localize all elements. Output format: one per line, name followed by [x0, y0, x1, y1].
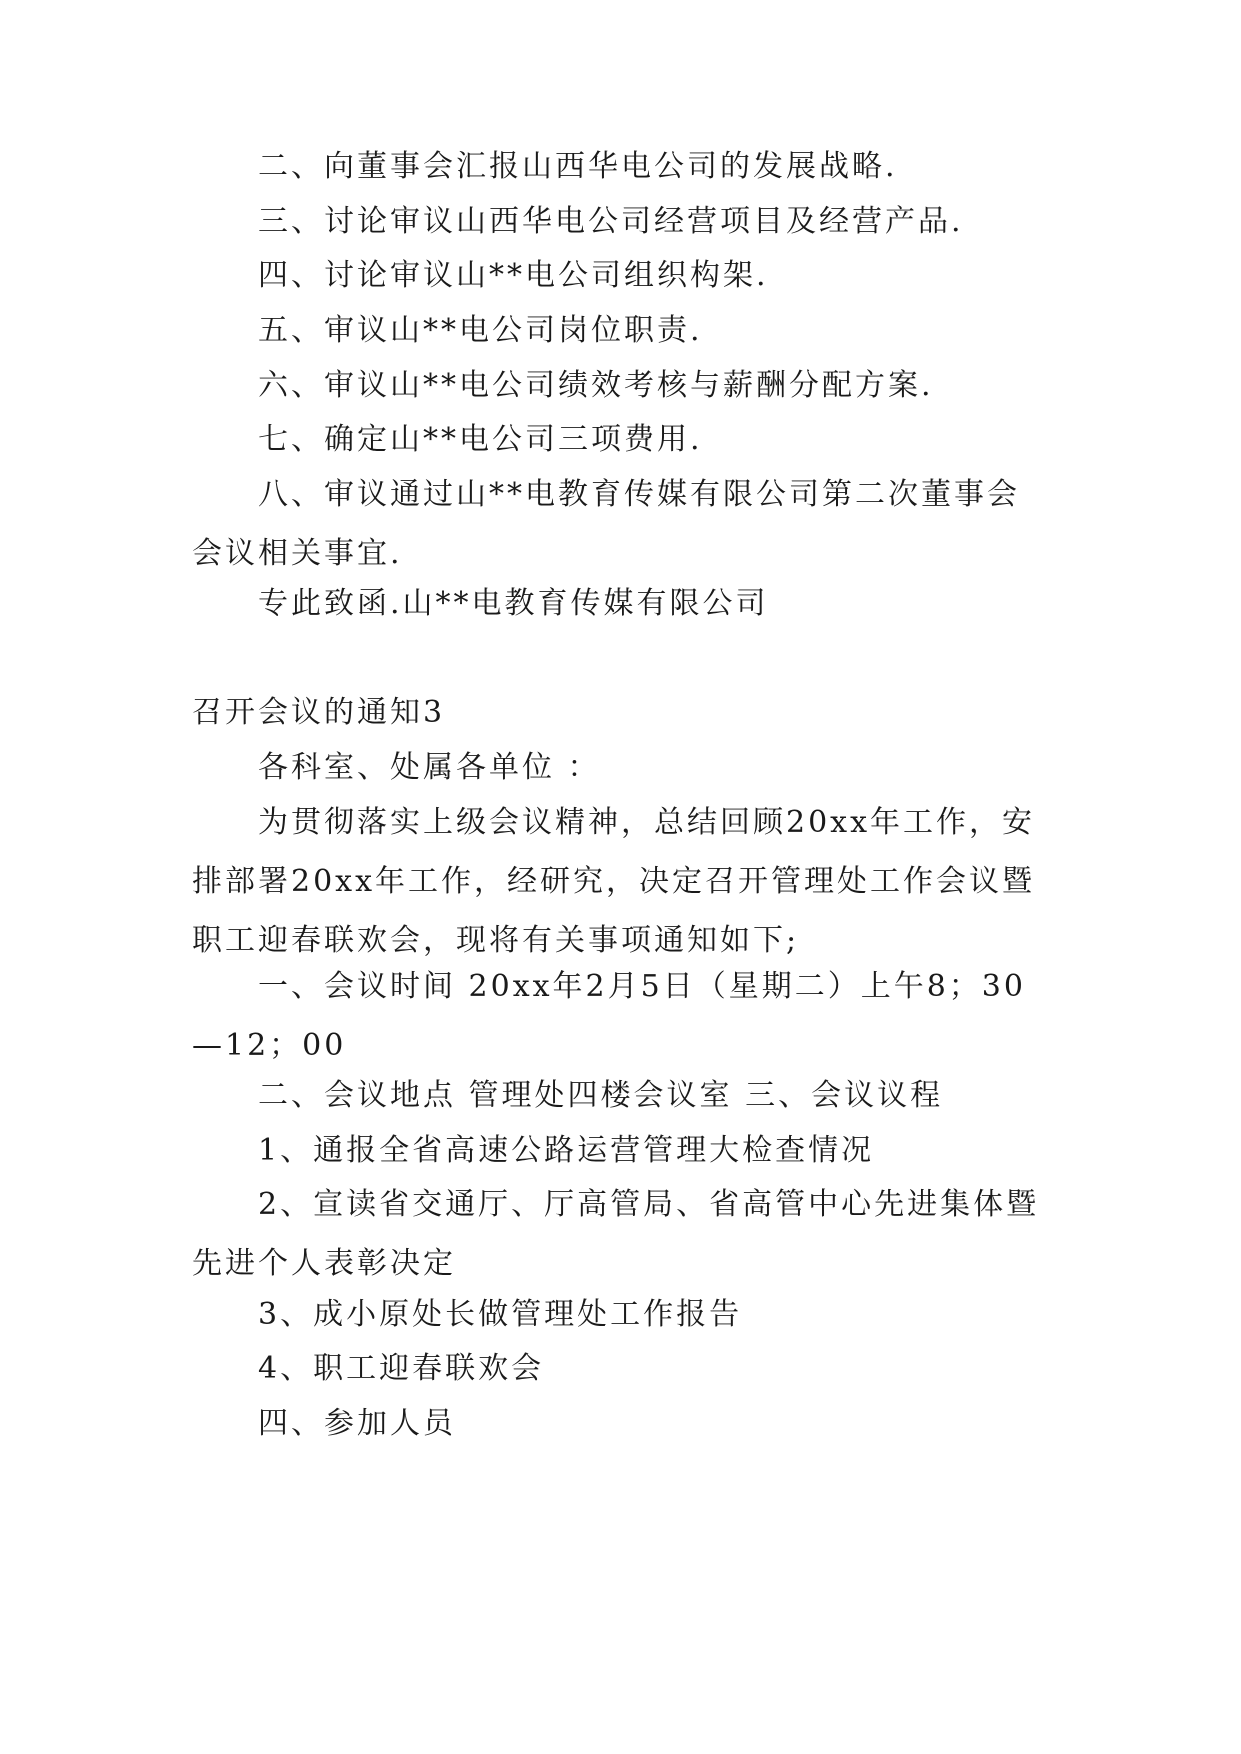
- closing-line: 专此致函.山**电教育传媒有限公司: [258, 586, 769, 621]
- agenda-item-1: 1、通报全省高速公路运营管理大检查情况: [258, 1133, 875, 1168]
- item-three: 三、讨论审议山西华电公司经营项目及经营产品.: [258, 204, 964, 239]
- item-seven: 七、确定山**电公司三项费用.: [258, 422, 703, 457]
- item-eight: 八、审议通过山**电教育传媒有限公司第二次董事会会议相关事宜.: [192, 477, 1020, 571]
- agenda-item-4: 4、职工迎春联欢会: [258, 1351, 545, 1386]
- item-six: 六、审议山**电公司绩效考核与薪酬分配方案.: [258, 368, 934, 403]
- item-five: 五、审议山**电公司岗位职责.: [258, 313, 703, 348]
- notice-title: 召开会议的通知3: [192, 695, 446, 730]
- intro-paragraph: 为贯彻落实上级会议精神，总结回顾20xx年工作，安排部署20xx年工作，经研究，决定召开管理处工作会议暨职工迎春联欢会，现将有关事项通知如下;: [192, 805, 1036, 958]
- item-two: 二、向董事会汇报山西华电公司的发展战略.: [258, 149, 898, 184]
- salutation: 各科室、处属各单位 ：: [258, 750, 601, 785]
- item-four: 四、讨论审议山**电公司组织构架.: [258, 258, 769, 293]
- agenda-item-3: 3、成小原处长做管理处工作报告: [258, 1297, 743, 1332]
- meeting-time: 一、会议时间 20xx年2月5日（星期二）上午8；30—12；00: [192, 969, 1026, 1063]
- participants-heading: 四、参加人员: [258, 1406, 456, 1441]
- meeting-place-agenda: 二、会议地点 管理处四楼会议室 三、会议议程: [258, 1078, 944, 1113]
- agenda-item-2: 2、宣读省交通厅、厅高管局、省高管中心先进集体暨先进个人表彰决定: [192, 1187, 1040, 1281]
